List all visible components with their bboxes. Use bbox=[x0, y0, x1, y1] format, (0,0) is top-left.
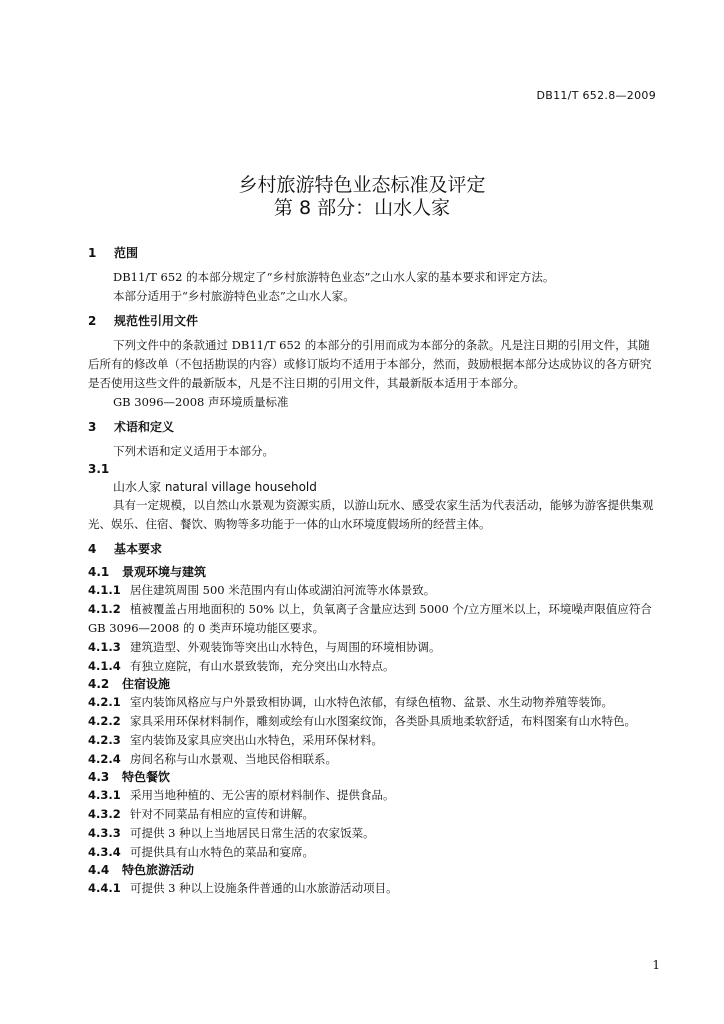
section-heading-basic-requirements bbox=[88, 540, 658, 558]
section-heading-scope bbox=[88, 244, 658, 262]
section-heading-normative-references bbox=[88, 312, 658, 330]
clause-number: 4.1.2 bbox=[88, 602, 121, 616]
clause-text: 建筑造型、外观装饰等突出山水特色，与周围的环境相协调。 bbox=[130, 640, 441, 654]
reference-entry: GB 3096—2008 声环境质量标准 bbox=[113, 395, 289, 409]
clause-number: 4.3.2 bbox=[88, 807, 121, 821]
clause-text: 居住建筑周围 500 米范围内有山体或湖泊河流等水体景致。 bbox=[130, 583, 436, 597]
section-number: 3 bbox=[88, 420, 97, 434]
subsection-title: 特色餐饮 bbox=[122, 770, 171, 784]
document-title: 乡村旅游特色业态标准及评定 bbox=[238, 174, 486, 196]
subsection-number: 4.4 bbox=[88, 863, 110, 877]
clause-item bbox=[88, 693, 658, 712]
clause-text: 可提供具有山水特色的菜品和宴席。 bbox=[130, 845, 314, 859]
clause-item bbox=[88, 657, 658, 676]
clause-text: 可提供 3 种以上设施条件普通的山水旅游活动项目。 bbox=[130, 881, 398, 895]
document-subtitle: 第 8 部分：山水人家 bbox=[273, 197, 451, 219]
subsection-title: 住宿设施 bbox=[122, 677, 171, 691]
section-number: 1 bbox=[88, 246, 97, 260]
clause-text: 针对不同菜品有相应的宣传和讲解。 bbox=[130, 807, 314, 821]
subsection-heading bbox=[88, 769, 658, 786]
clause-number: 4.3.1 bbox=[88, 788, 121, 802]
clause-text: 采用当地种植的、无公害的原材料制作、提供食品。 bbox=[130, 788, 395, 802]
clause-number: 4.4.1 bbox=[88, 881, 121, 895]
clause-text: 室内装饰风格应与户外景致相协调，山水特色浓郁，有绿色植物、盆景、水生动物养殖等装饰。 bbox=[130, 695, 613, 709]
subsection-number: 4.2 bbox=[88, 677, 110, 691]
clause-number: 4.3.3 bbox=[88, 826, 121, 840]
clause-text: 植被覆盖占用地面积的 50% 以上，负氧离子含量应达到 5000 个/立方厘米以上，环境噪声限值应符合 GB 3096—2008 的 0 类声环境功能区要求。 bbox=[88, 602, 652, 635]
section-heading-terms bbox=[88, 418, 658, 436]
clause-item bbox=[88, 638, 658, 657]
section-number: 4 bbox=[88, 542, 97, 556]
term-name: 山水人家 natural village household bbox=[113, 480, 317, 494]
section-title: 基本要求 bbox=[114, 542, 163, 556]
subsection-number: 4.3 bbox=[88, 770, 110, 784]
clause-item bbox=[88, 879, 658, 898]
clause-item bbox=[88, 805, 658, 824]
subsection-heading bbox=[88, 862, 658, 879]
clause-number: 4.1.1 bbox=[88, 583, 121, 597]
clause-item bbox=[88, 712, 658, 731]
clause-number: 4.2.1 bbox=[88, 695, 121, 709]
subsection-number: 4.1 bbox=[88, 565, 110, 579]
clause-item bbox=[88, 824, 658, 843]
clause-number: 4.2.3 bbox=[88, 733, 121, 747]
clause-item bbox=[88, 600, 658, 638]
clause-number: 4.3.4 bbox=[88, 845, 121, 859]
clause-item bbox=[88, 581, 658, 600]
clause-number: 4.2.2 bbox=[88, 714, 121, 728]
clause-text: 可提供 3 种以上当地居民日常生活的农家饭菜。 bbox=[130, 826, 375, 840]
paragraph: 下列术语和定义适用于本部分。 bbox=[113, 444, 274, 458]
subsection-heading bbox=[88, 564, 658, 581]
section-title: 范围 bbox=[114, 246, 139, 260]
clause-number: 4.2.4 bbox=[88, 752, 121, 766]
clause-item bbox=[88, 786, 658, 805]
paragraph: DB11/T 652 的本部分规定了“乡村旅游特色业态”之山水人家的基本要求和评定方法。 bbox=[113, 270, 555, 284]
paragraph: 下列文件中的条款通过 DB11/T 652 的本部分的引用而成为本部分的条款。凡是注日期的引用文件，其随后所有的修改单（不包括勘误的内容）或修订版均不适用于本部分，然而，鼓励根据本部分达成协议的各方研究是否使用这些文件的最新版本，凡是不注日期的引用文件，其最新版本适用于本部分。 bbox=[88, 338, 652, 390]
subsection-heading bbox=[88, 676, 658, 693]
clause-item bbox=[88, 843, 658, 862]
clause-text: 有独立庭院，有山水景致装饰，充分突出山水特点。 bbox=[130, 659, 395, 673]
term-definition: 具有一定规模，以自然山水景观为资源实质，以游山玩水、感受农家生活为代表活动，能够为游客提供集观光、娱乐、住宿、餐饮、购物等多功能于一体的山水环境度假场所的经营主体。 bbox=[88, 498, 654, 531]
page-number: 1 bbox=[652, 958, 660, 972]
clause-item bbox=[88, 731, 658, 750]
standard-code: DB11/T 652.8—2009 bbox=[536, 89, 656, 102]
paragraph: 本部分适用于“乡村旅游特色业态”之山水人家。 bbox=[113, 289, 355, 303]
section-title: 术语和定义 bbox=[114, 420, 175, 434]
clause-item bbox=[88, 750, 658, 769]
term-number: 3.1 bbox=[88, 462, 110, 476]
section-number: 2 bbox=[88, 314, 97, 328]
clause-text: 房间名称与山水景观、当地民俗相联系。 bbox=[130, 752, 337, 766]
clause-text: 室内装饰及家具应突出山水特色，采用环保材料。 bbox=[130, 733, 383, 747]
subsection-title: 特色旅游活动 bbox=[122, 863, 195, 877]
clause-text: 家具采用环保材料制作，雕刻或绘有山水图案纹饰，各类卧具质地柔软舒适，布料图案有山水特色。 bbox=[130, 714, 636, 728]
clause-number: 4.1.4 bbox=[88, 659, 121, 673]
document-body bbox=[88, 238, 658, 898]
section-title: 规范性引用文件 bbox=[114, 314, 199, 328]
subsection-title: 景观环境与建筑 bbox=[122, 565, 207, 579]
clause-number: 4.1.3 bbox=[88, 640, 121, 654]
